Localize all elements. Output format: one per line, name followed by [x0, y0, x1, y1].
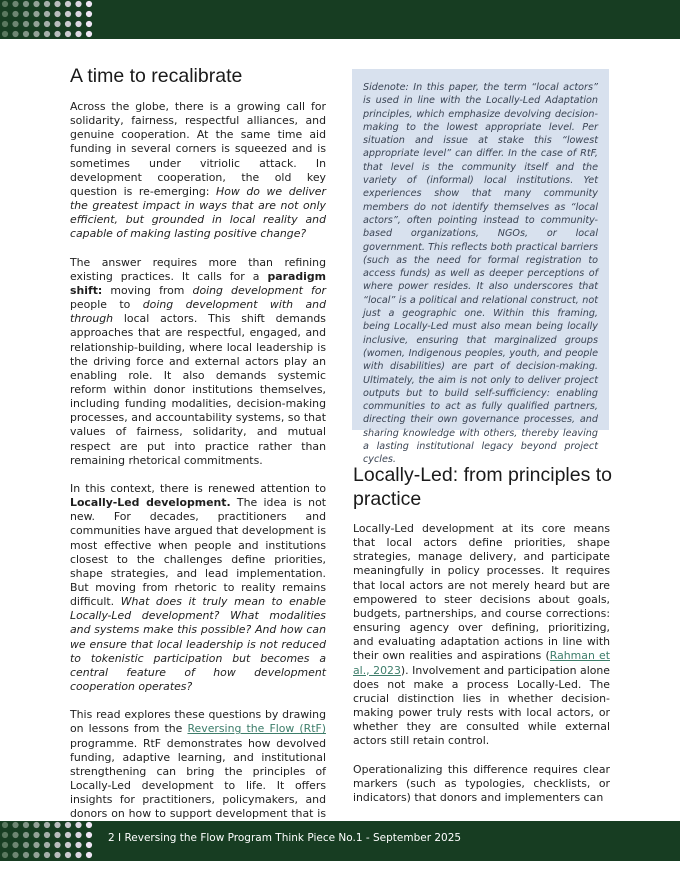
- section-title-left: A time to recalibrate: [70, 65, 243, 87]
- footer-bar: [0, 821, 680, 861]
- dot-grid-icon: [0, 821, 95, 861]
- rtf-link[interactable]: Reversing the Flow (RtF): [187, 722, 326, 736]
- sidenote-text: Sidenote: In this paper, the term “local actors” is used in line with the Locally-Led Adaptation principles, which emphasize devolving decision-making to the lowest appropriate level. Per situation and issue at stake this “lowest appropriate level” can differ. In the case of RtF, that level is the community itself and the variety of (informal) local institutions. Yet experiences show that many community members do not identify themselves as “local actors”, often pointing instead to community-based organizations, NGOs, or local government. This reflects both practical barriers (such as the need for formal registration to access funds) as well as deeper perceptions of where power resides. It also underscores that “local” is a political and relational construct, not just a geographic one. Within this framing, being Locally-Led must also mean being locally inclusive, ensuring that marginalized groups (women, Indigenous peoples, youth, and people with disabilities) are part of decision-making. Ultimately, the aim is not only to deliver project outputs but to build self-sufficiency: enabling communities to act as fully qualified partners, directing their own governance processes, and sharing knowledge with others, thereby leaving a lasting institutional legacy beyond project cycles.: [363, 82, 598, 466]
- sidenote-box: [352, 69, 609, 466]
- rahman-citation-link[interactable]: Rahman et al., 2023: [353, 649, 610, 677]
- paragraph-intro: Across the globe, there is a growing call for solidarity, fairness, respectful alliances, and genuine cooperation. At the same time aid funding in several corners is squeezed and is sometimes under vitriolic attack. In development cooperation, the old key question is re-emerging: How do we deliver the greatest impact in ways that are not only efficient, but grounded in local reality and capable of making lasting positive change?: [70, 100, 326, 241]
- paragraph-operationalizing: Operationalizing this difference requires clear markers (such as typologies, checklists, or indicators) that donors and implementers can: [353, 762, 610, 804]
- footer-text: 2 I Reversing the Flow Program Think Piece No.1 - September 2025: [108, 832, 462, 844]
- header-bar: [0, 0, 680, 39]
- right-column: [353, 522, 610, 819]
- left-column: [70, 100, 326, 850]
- paragraph-explores: This read explores these questions by drawing on lessons from the Reversing the Flow (RtF) programme. RtF demonstrates how devolved funding, adaptive learning, and institutional strengthening can bring the principles of Locally-Led development to life. It offers insights for practitioners, policymakers, and donors on how to support development that is: [70, 708, 326, 821]
- dot-grid-icon: [0, 0, 95, 39]
- section-title-right: Locally-Led: from principles to practice: [353, 464, 613, 510]
- paragraph-paradigm: The answer requires more than refining existing practices. It calls for a paradigm shift: moving from doing development for people to doing development with and through local actors. This shift demands approaches that are respectful, engaged, and relationship-building, where local leadership is the driving force and external actors play an enabling role. It also demands systemic reform within donor institutions themselves, including funding modalities, decision-making processes, and accountability systems, so that values of fairness, solidarity, and mutual respect are put into practice rather than remaining rhetorical commitments.: [70, 255, 326, 467]
- paragraph-definition: Locally-Led development at its core means that local actors define priorities, shape strategies, manage delivery, and participate meaningfully in policy processes. It requires that local actors are not merely heard but are empowered to steer decisions about goals, budgets, partnerships, and course corrections: ensuring agency over defining, prioritizing, and evaluating adaptation actions in line with their own realities and aspirations (Rahman et al., 2023). Involvement and participation alone does not make a process Locally-Led. The crucial distinction lies in whether decision-making power truly rests with local actors, or whether they are consulted while external actors still retain control.: [353, 522, 610, 748]
- paragraph-context: In this context, there is renewed attention to Locally-Led development. The idea is not new. For decades, practitioners and communities have argued that development is most effective when people and institutions closest to the challenges define priorities, shape strategies, and lead implementation. But moving from rhetoric to reality remains difficult. What does it truly mean to enable Locally-Led development? What modalities and systems make this possible? And how can we ensure that local leadership is not reduced to tokenistic participation but becomes a central feature of how development cooperation operates?: [70, 481, 327, 694]
